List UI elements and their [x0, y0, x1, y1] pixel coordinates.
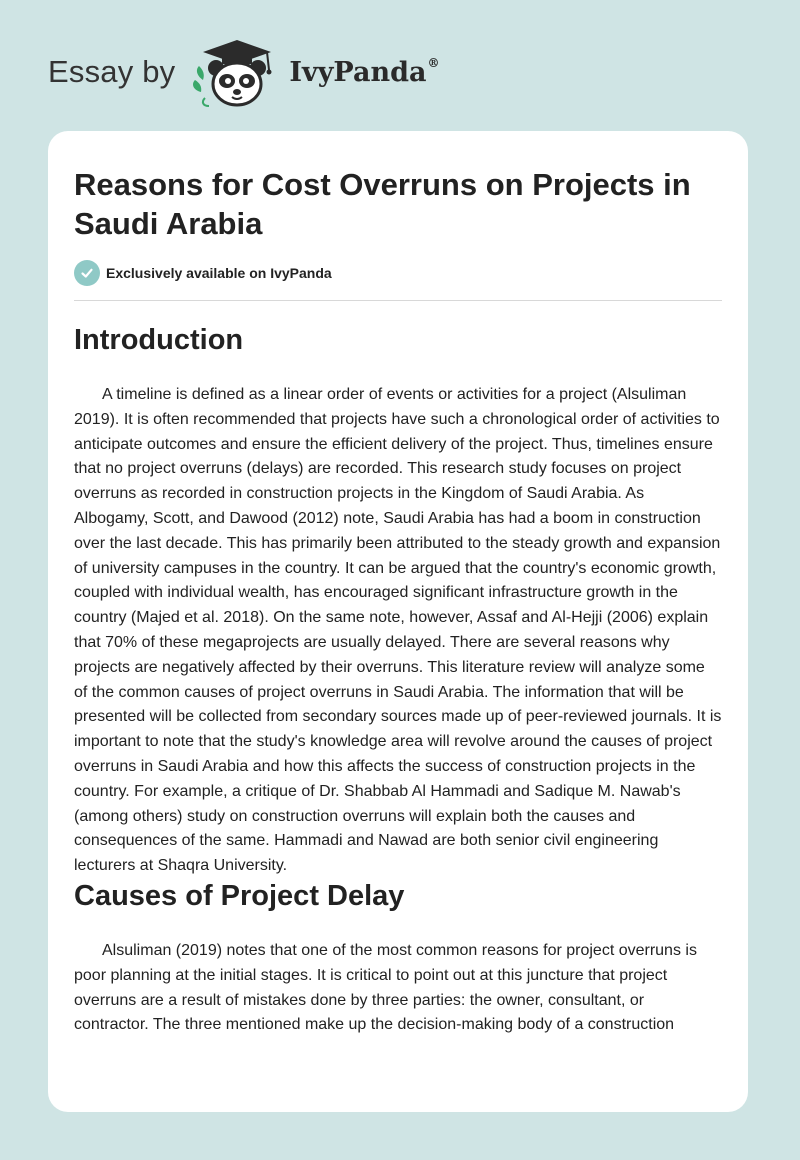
divider: [74, 300, 722, 301]
section-heading-introduction: Introduction: [74, 324, 244, 356]
section-heading-causes: Causes of Project Delay: [74, 879, 405, 912]
essay-card: [48, 131, 748, 1112]
ivypanda-wordmark[interactable]: [289, 56, 439, 88]
exclusive-badge: [74, 260, 722, 286]
registered-mark: ®: [427, 56, 440, 70]
brand-name-text: IvyPanda: [289, 57, 427, 88]
causes-paragraph: Alsuliman (2019) notes that one of the most common reasons for project overruns is poor planning at the initial stages. It is critical to point out at this juncture that project overruns are a result of mistakes done by three parties: the owner, consultant, or contractor. The three mentioned make up the decision-making body of a construction: [74, 941, 697, 1034]
introduction-paragraph: A timeline is defined as a linear order of events or activities for a project (Alsuliman 2019). It is often recommended that projects have such a chronological order of activities to anticipate outcomes and ensure the efficient delivery of the project. Thus, timelines ensure that no project overruns (delays) are recorded. This research study focuses on project overruns as recorded in construction projects in the Kingdom of Saudi Arabia. As Albogamy, Scott, and Dawood (2012) note, Saudi Arabia has had a boom in construction over the last decade. This has primarily been attributed to the steady growth and expansion of university campuses in the country. It can be argued that the country's economic growth, coupled with individual wealth, has encouraged significant infrastructure growth in the country (Majed et al. 2018). On the same note, however, Assaf and Al-Hejji (2006) explain that 70% of these megaprojects are usually delayed. There are several reasons why projects are negatively affected by their overruns. This literature review will analyze some of the common causes of project overruns in Saudi Arabia. The information that will be presented will be collected from secondary sources made up of peer-reviewed journals. It is important to note that the study's knowledge area will revolve around the causes of project overruns in Saudi Arabia and how this affects the success of construction projects in the country. For example, a critique of Dr. Shabbab Al Hammadi and Sadique M. Nawab's (among others) study on construction overruns will explain both the causes and consequences of the same. Hammadi and Nawad are both senior civil engineering lecturers at Shaqra University.: [74, 386, 722, 875]
essay-title: Reasons for Cost Overruns on Projects in Saudi Arabia: [74, 167, 691, 241]
checkmark-icon: [74, 260, 100, 286]
ivypanda-logo-icon[interactable]: [189, 36, 285, 108]
essay-by-label: Essay by: [48, 54, 176, 89]
exclusive-badge-label: Exclusively available on IvyPanda: [106, 265, 332, 281]
site-header: [48, 36, 439, 108]
